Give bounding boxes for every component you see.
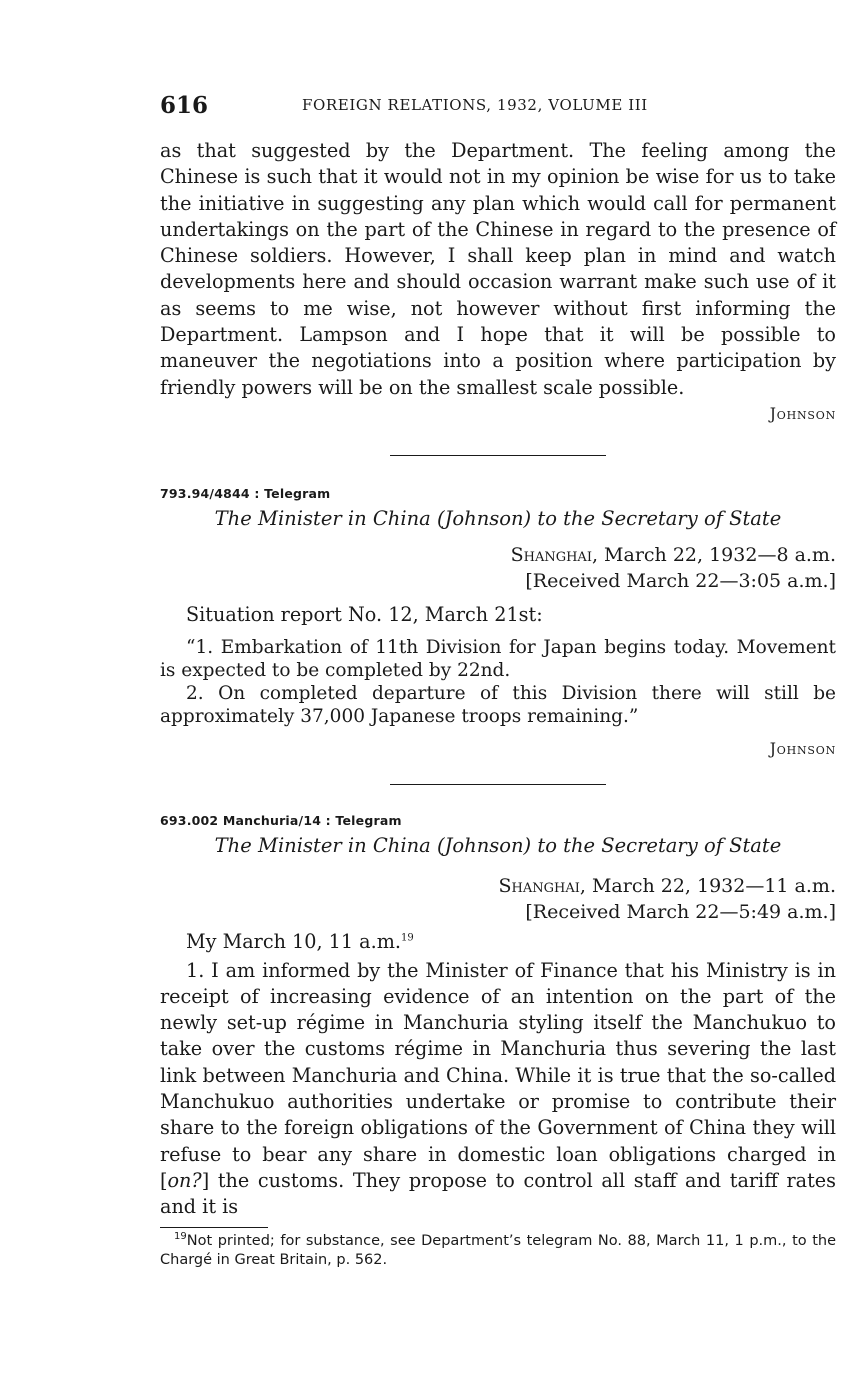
dateline-place: Shanghai [510, 543, 592, 566]
running-head: FOREIGN RELATIONS, 1932, VOLUME III [302, 96, 648, 114]
report-item-2: 2. On completed departure of this Division there will still be approximately 37,000 Japanese troops remaining.” [160, 683, 836, 728]
page-header [160, 90, 836, 122]
reference-text: My March 10, 11 a.m. [186, 930, 402, 954]
dateline-date: , March 22, 1932—8 a.m. [591, 543, 836, 566]
section-divider [390, 455, 606, 456]
document-title: The Minister in China (Johnson) to the Secretary of State [214, 506, 782, 530]
paragraph-1-text-a: 1. I am informed by the Minister of Finance that his Ministry is in receipt of increasing evidence of an intention on the part of the newly set-up régime in Manchuria styling itself the Manchukuo to take over the customs régime in Manchuria thus severing the last link between Manchuria and China. While it is true that the so-called Manchukuo authorities undertake or promise to contribute their share to the foreign obligations of the Government of China they will refuse to bear any share in domestic loan obligations charged in [ [160, 958, 836, 1192]
page-number: 616 [160, 92, 209, 119]
paragraph-1-text-b: ] the customs. They propose to control all staff and tariff rates and it is [160, 1168, 836, 1219]
file-reference: 693.002 Manchuria/14 : Telegram [160, 813, 402, 829]
dateline-place: Shanghai [498, 875, 580, 898]
signature-johnson-2 [160, 740, 836, 758]
footnote-text: Not printed; for substance, see Department’s telegram No. 88, March 11, 1 p.m., to the Chargé in Great Britain, p. 562. [160, 1232, 836, 1268]
dateline [160, 542, 836, 568]
signature-text: Johnson [769, 740, 836, 759]
dateline-date: , March 22, 1932—11 a.m. [579, 875, 836, 898]
editorial-insert: on? [167, 1168, 202, 1192]
footnote-number: 19 [174, 1230, 187, 1242]
document-page [160, 90, 836, 1270]
footnote-marker: 19 [401, 932, 414, 944]
document-title: The Minister in China (Johnson) to the Secretary of State [214, 834, 782, 858]
received-line: [Received March 22—5:49 a.m.] [525, 901, 836, 924]
footnote [160, 1232, 836, 1270]
footnote-divider [160, 1227, 268, 1228]
file-reference: 793.94/4844 : Telegram [160, 485, 331, 501]
dateline [160, 873, 836, 899]
section-divider [390, 784, 606, 785]
received-line: [Received March 22—3:05 a.m.] [525, 569, 836, 592]
signature-johnson-1 [160, 405, 836, 423]
report-item-1: “1. Embarkation of 11th Division for Japan begins today. Movement is expected to be completed by 22nd. [160, 637, 836, 682]
telegram-reference [160, 929, 836, 955]
report-intro: Situation report No. 12, March 21st: [186, 602, 543, 626]
signature-text: Johnson [769, 404, 836, 423]
continuation-paragraph: as that suggested by the Department. The feeling among the Chinese is such that it would not in my opinion be wise for us to take the initiative in suggesting any plan which would call for permanent undertakings on the part of the Chinese in regard to the presence of Chinese soldiers. However, I shall keep plan in mind and watch developments here and should occasion warrant make such use of it as seems to me wise, not however without first informing the Department. Lampson and I hope that it will be possible to maneuver the negotiations into a position where participation by friendly powers will be on the smallest scale possible. [160, 139, 836, 399]
paragraph-1 [160, 958, 836, 1221]
